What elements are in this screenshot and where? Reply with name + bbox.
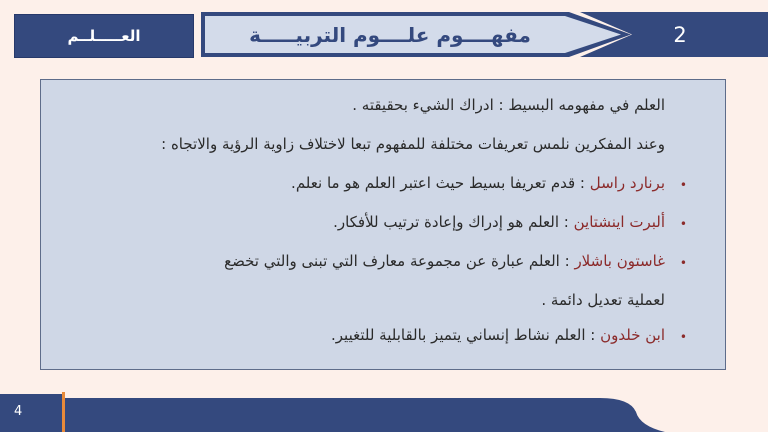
intro-line: العلم في مفهومه البسيط : ادراك الشيء بحقيقته .: [352, 96, 665, 114]
bullet-text: : العلم عبارة عن مجموعة معارف التي تبنى والتي تخضع: [224, 252, 570, 270]
bullet-text: : العلم هو إدراك وإعادة ترتيب للأفكار.: [333, 213, 569, 231]
bullet-icon: •: [679, 330, 687, 344]
thinker-name: غاستون باشلار: [574, 252, 665, 270]
bullet-item: [291, 174, 665, 192]
slide-number: 2: [673, 22, 687, 47]
page-number: 4: [14, 404, 23, 419]
bullet-continuation: لعملية تعديل دائمة .: [541, 291, 665, 309]
thinker-name: ابن خلدون: [600, 326, 665, 344]
bullet-item: [224, 252, 665, 270]
slide-title: مفهــــوم علــــوم التربيـــــة: [249, 22, 531, 47]
bullet-item: [331, 326, 665, 344]
content-panel: [40, 79, 726, 370]
bullet-item: [333, 213, 665, 231]
section-tag: [14, 14, 194, 58]
bullet-text: : قدم تعريفا بسيط حيث اعتبر العلم هو ما نعلم.: [291, 174, 585, 192]
bullet-text: : العلم نشاط إنساني يتميز بالقابلية للتغيير.: [331, 326, 596, 344]
bullet-icon: •: [679, 217, 687, 231]
bullet-icon: •: [679, 178, 687, 192]
thinker-name: برنارد راسل: [589, 174, 665, 192]
bullet-icon: •: [679, 256, 687, 270]
intro-line-2: وعند المفكرين نلمس تعريفات مختلفة للمفهوم تبعا لاختلاف زاوية الرؤية والاتجاه :: [161, 135, 665, 153]
section-tag-label: العـــــلــم: [67, 27, 141, 45]
thinker-name: ألبرت اينشتاين: [573, 213, 665, 231]
footer-band: [0, 392, 768, 432]
